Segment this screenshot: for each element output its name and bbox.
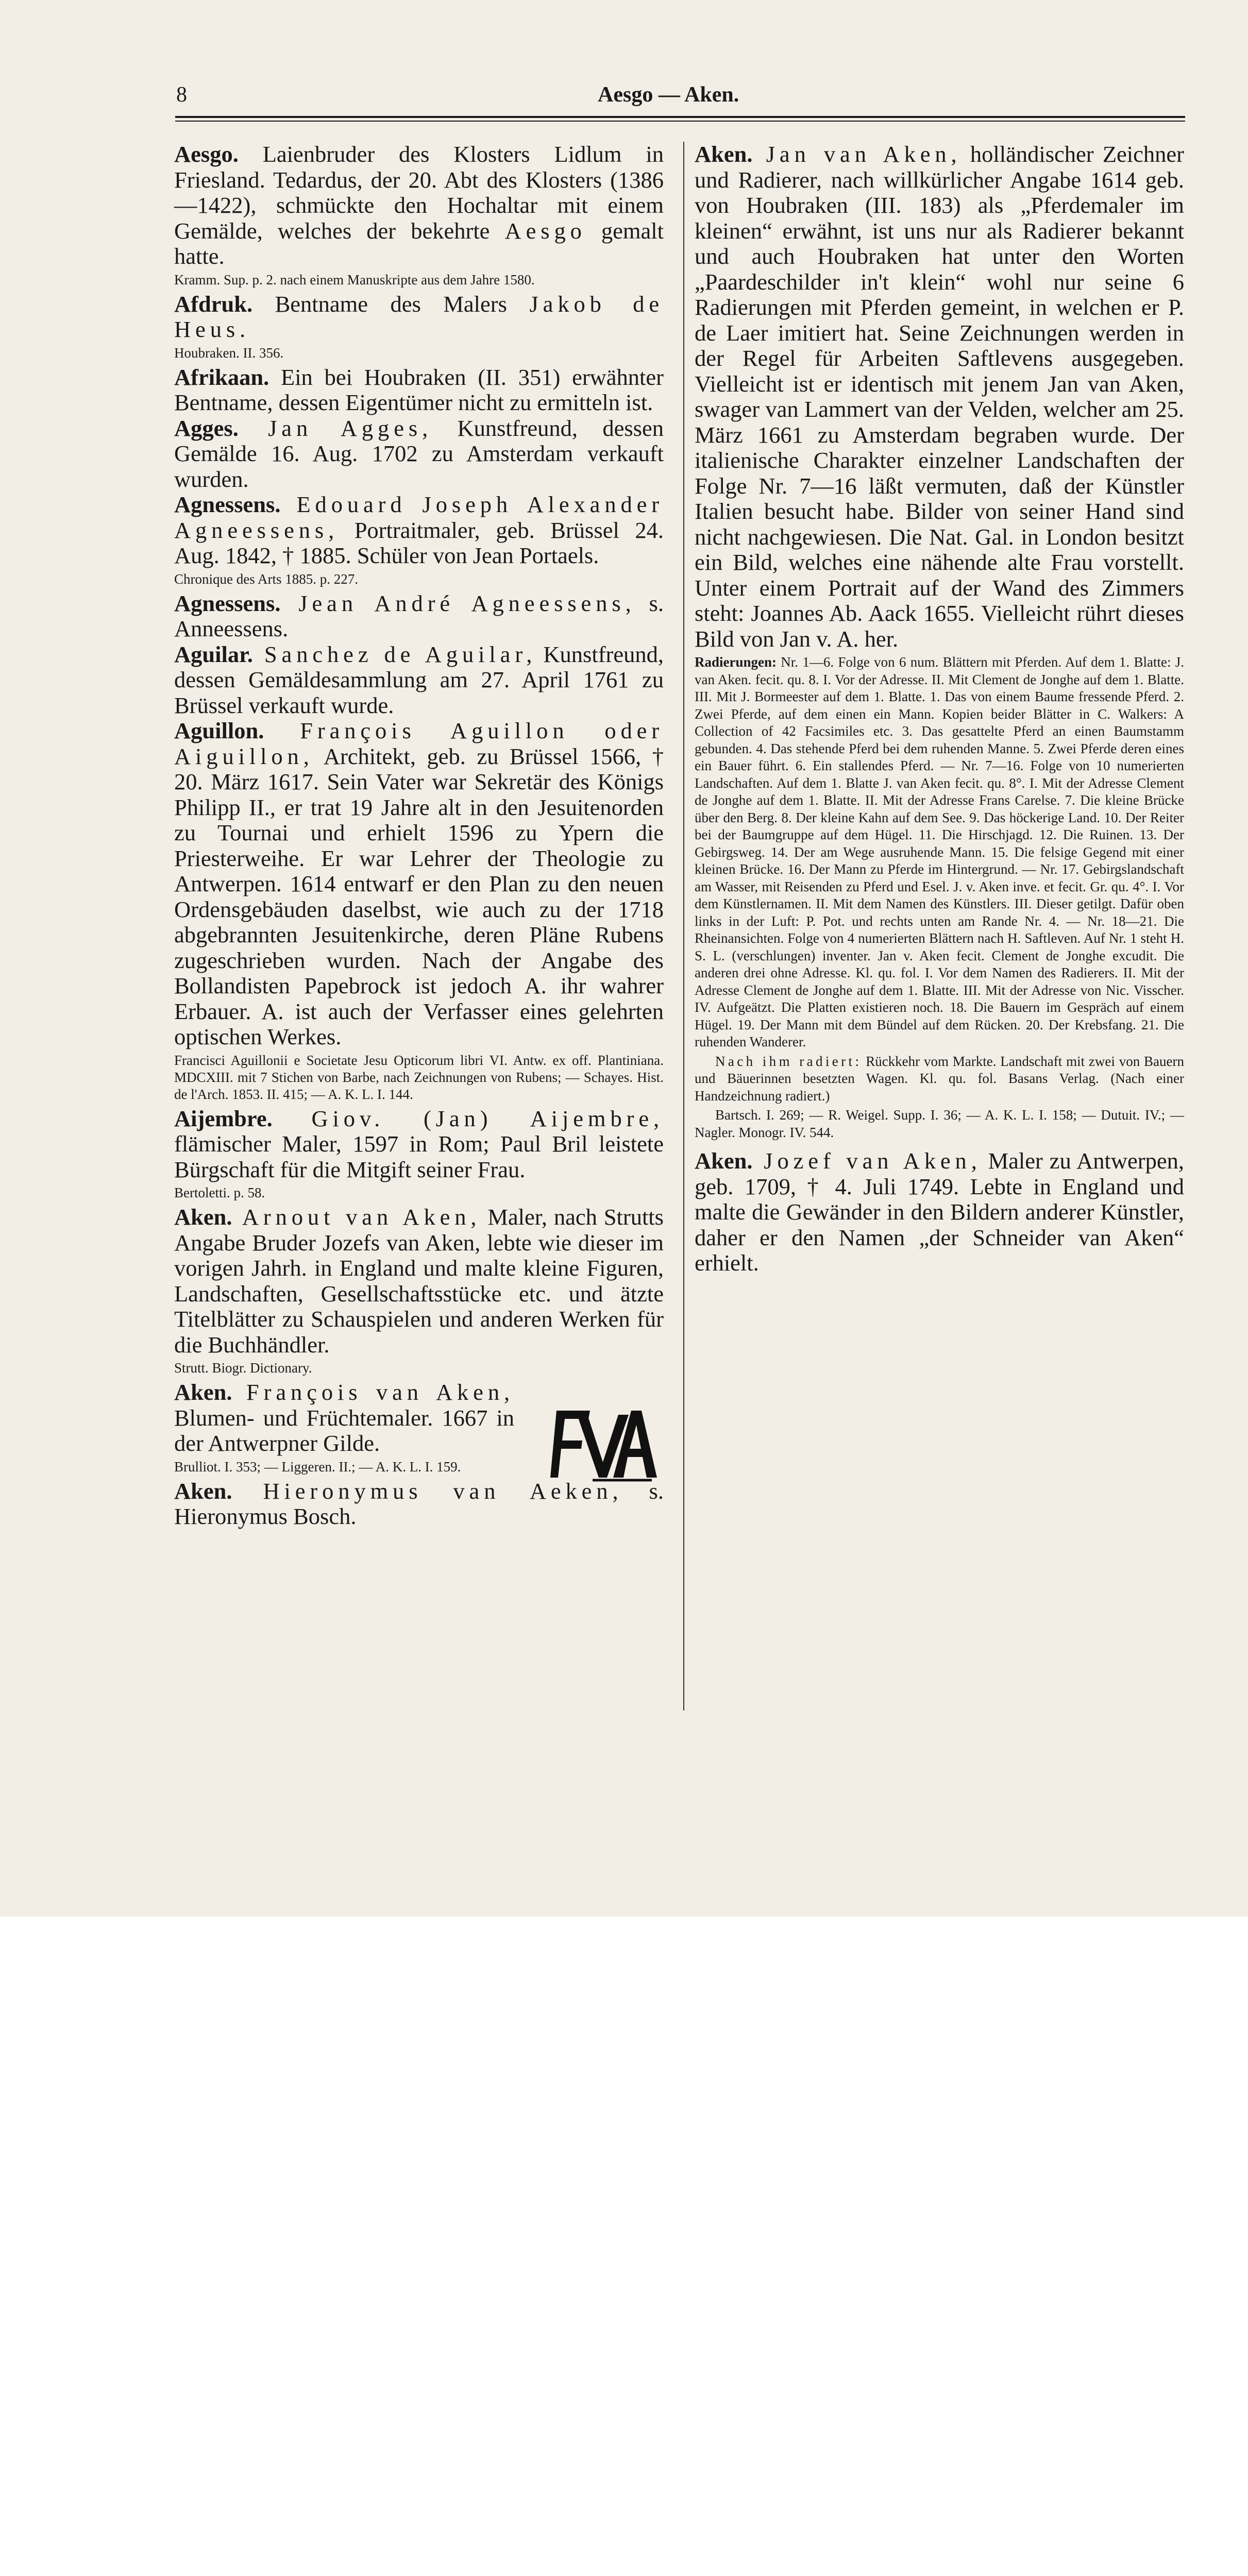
- entry-afrikaan: Afrikaan. Ein bei Houbraken (II. 351) erwähnter Bentname, dessen Eigentümer nicht zu ermitteln ist.: [174, 364, 664, 415]
- entry-agnessens-edouard-ref: Chronique des Arts 1885. p. 227.: [174, 571, 358, 587]
- entry-aken-hieronymus: Aken. Hieronymus van Aeken, s. Hieronymus Bosch.: [174, 1478, 664, 1529]
- entry-aesgo: Aesgo. Laienbruder des Klosters Lidlum in Friesland. Tedardus, der 20. Abt des Klosters (1386—1422), schmückte den Hochaltar mit einem Gemälde, welches der bekehrte Aesgo gemalt hatte.: [174, 141, 664, 269]
- entry-agnessens-edouard: Agnessens. Edouard Joseph Alexander Agneessens, Portraitmaler, geb. Brüssel 24. Aug. 1842, † 1885. Schüler von Jean Portaels.: [174, 492, 664, 568]
- entry-aken-francois: Aken. François van Aken, Blumen- und Früchtemaler. 1667 in der Antwerpner Gilde.: [174, 1379, 514, 1456]
- entry-afdruk-ref: Houbraken. II. 356.: [174, 345, 284, 361]
- entry-aguillon-ref: Francisci Aguillonii e Societate Jesu Opticorum libri VI. Antw. ex off. Plantiniana. MDCXIII. mit 7 Stichen von Barbe, nach Zeichnungen von Rubens; — Schayes. Hist. de l'Arch. 1853. II. 415; — A. K. L. I. 144.: [174, 1052, 664, 1102]
- header-rule-thick: [175, 116, 1185, 118]
- entry-afdruk: Afdruk. Bentname des Malers Jakob de Heus.: [174, 291, 664, 342]
- entry-aken-arnout-ref: Strutt. Biogr. Dictionary.: [174, 1360, 312, 1376]
- entry-aijembre: Aijembre. Giov. (Jan) Aijembre, flämischer Maler, 1597 in Rom; Paul Bril leistete Bürgschaft für die Mitgift seiner Frau.: [174, 1105, 664, 1182]
- entry-aken-jan-nach-ihm: Nach ihm radiert: Rückkehr vom Markte. Landschaft mit zwei von Bauern und Bäuerinnen besetzten Wagen. Kl. qu. fol. Basans Verlag. (Nach einer Handzeichnung radiert.): [695, 1053, 1184, 1104]
- column-divider: [683, 142, 684, 1710]
- page-number: 8: [176, 83, 187, 107]
- entry-agnessens-jean: Agnessens. Jean André Agneessens, s. Anneessens.: [174, 590, 664, 641]
- left-column: [174, 142, 664, 1530]
- running-head: Aesgo — Aken.: [598, 83, 739, 107]
- entry-aken-jan-radierungen: Radierungen: Nr. 1—6. Folge von 6 num. Blättern mit Pferden. Auf dem 1. Blatte: J. van Aken. fecit. qu. 8. I. Vor der Adresse. II. Mit Clement de Jonghe auf dem 1. Blatte. III. Mit J. Bormeester auf dem 1. Blatte. 1. Das von einem Baume fressende Pferd. 2. Zwei Pferde, auf dem einen ein Mann. Kopien beider Blätter in C. Walkers: A Collection of 42 Facsimiles etc. 3. Das gesattelte Pferd an einen Baumstamm gebunden. 4. Das stehende Pferd bei dem ruhenden Manne. 5. Zwei Pferde deren eines ein Bauer führt. 6. Ein stallendes Pferd. — Nr. 7—16. Folge von 10 numerierten Landschaften. Auf dem 1. Blatte J. van Aken fecit. qu. 8°. I. Mit der Adresse Clement de Jonghe auf dem 1. Blatte. II. Mit der Adresse Frans Carelse. 7. Die kleine Brücke über den Berg. 8. Der kleine Kahn auf dem See. 9. Das höckerige Land. 10. Der Reiter bei der Baumgruppe auf dem Hügel. 11. Die Hirschjagd. 12. Die Ruinen. 13. Der Gebirgsweg. 14. Der am Wege ausruhende Mann. 15. Die felsige Gegend mit einer kleinen Brücke. 16. Der Mann zu Pferde im Hintergrund. — Nr. 17. Gebirgslandschaft am Wasser, mit Reisenden zu Pferd und Esel. J. v. Aken inve. et fecit. Gr. qu. 4°. I. Vor dem Künstlernamen. II. Mit dem Namen des Künstlers. III. Dieser getilgt. Dafür oben links in der Luft: P. Pot. und rechts unten am Rande Nr. 4. — Nr. 18—21. Die Rheinansichten. Folge von 4 numerierten Blättern nach H. Saftleven. Auf Nr. 1 steht H. S. L. (verschlungen) inventer. Jan v. Aken fecit. Clement de Jonghe excudit. Die anderen drei ohne Adresse. Kl. qu. fol. I. Vor dem Namen des Radierers. II. Mit der Adresse Clement de Jonghe auf dem 1. Blatte. III. Mit der Adresse von Nic. Visscher. IV. Aufgeätzt. Die Platten existieren noch. 18. Die Bauern im Gespräch auf einem Hügel. 19. Der Mann mit dem Bündel auf dem Rücken. 20. Der Krebsfang. 21. Die ruhenden Wanderer.: [695, 654, 1184, 1049]
- monogram-fva-icon: [541, 1405, 660, 1483]
- entry-aken-arnout: Aken. Arnout van Aken, Maler, nach Strutts Angabe Bruder Jozefs van Aken, lebte wie dieser im vorigen Jahrh. in England und malte kleine Figuren, Landschaften, Gesellschaftsstücke etc. und ätzte Titelblätter zu Schauspielen und anderen Werken für die Buchhändler.: [174, 1204, 664, 1358]
- header-rule-thin: [175, 121, 1185, 122]
- entry-aken-francois-ref: Brulliot. I. 353; — Liggeren. II.; — A. K. L. I. 159.: [174, 1459, 461, 1475]
- viewer-footer: [0, 1917, 1248, 2005]
- entry-aken-francois-block: [174, 1380, 664, 1476]
- entry-aguilar: Aguilar. Sanchez de Aguilar, Kunstfreund, dessen Gemäldesammlung am 27. April 1761 zu Brüssel verkauft wurde.: [174, 641, 664, 718]
- entry-aesgo-ref: Kramm. Sup. p. 2. nach einem Manuskripte aus dem Jahre 1580.: [174, 272, 535, 287]
- entry-aguillon: Aguillon. François Aguillon oder Aiguillon, Architekt, geb. zu Brüssel 1566, † 20. März 1617. Sein Vater war Sekretär des Königs Philipp II., er trat 19 Jahre alt in den Jesuitenorden zu Tournai und erhielt 1596 zu Ypern die Priesterweihe. Er war Lehrer der Theologie zu Antwerpen. 1614 entwarf er den Plan zu den neuen Ordensgebäuden daselbst, wie auch zu der 1718 abgebrannten Jesuitenkirche, deren Pläne Rubens zugeschrieben wurden. Nach der Angabe des Bollandisten Papebrock ist jedoch A. ihr wahrer Erbauer. A. ist auch der Verfasser eines gelehrten optischen Werkes.: [174, 718, 664, 1049]
- entry-aken-jan-ref: Bartsch. I. 269; — R. Weigel. Supp. I. 36; — A. K. L. I. 158; — Dutuit. IV.; — Nagler. Monogr. IV. 544.: [695, 1107, 1184, 1140]
- entry-aken-jozef: Aken. Jozef van Aken, Maler zu Antwerpen, geb. 1709, † 4. Juli 1749. Lebte in England und malte die Gewänder in den Bildern anderer Künstler, daher er den Namen „der Schneider van Aken“ erhielt.: [695, 1148, 1184, 1276]
- entry-aken-jan: Aken. Jan van Aken, holländischer Zeichner und Radierer, nach willkürlicher Angabe 1614 geb. von Houbraken (III. 183) als „Pferdemaler im kleinen“ erwähnt, ist uns nur als Radierer bekannt und auch Houbraken hat unter den Worten „Paardeschilder in't klein“ wohl nur seine 6 Radierungen mit Pferden gemeint, in welchen er P. de Laer imitiert hat. Seine Zeichnungen werden in der Regel für Arbeiten Saftlevens ausgegeben. Vielleicht ist er identisch mit jenem Jan van Aken, swager van Lammert van der Velden, welcher am 25. März 1661 zu Amsterdam begraben wurde. Der italienische Charakter einzelner Landschaften der Folge Nr. 7—16 läßt vermuten, daß der Künstler Italien besucht habe. Bilder von seiner Hand sind nicht nachgewiesen. Die Nat. Gal. in London besitzt ein Bild, welches eine nähende alte Frau vorstellt. Unter einem Portrait auf der Wand des Zimmers steht: Joannes Ab. Aack 1655. Vielleicht rührt dieses Bild von Jan v. A. her.: [695, 141, 1184, 652]
- entry-aijembre-ref: Bertoletti. p. 58.: [174, 1185, 265, 1200]
- entry-agges: Agges. Jan Agges, Kunstfreund, dessen Gemälde 16. Aug. 1702 zu Amsterdam verkauft wurden.: [174, 415, 664, 492]
- right-column: [695, 142, 1184, 1276]
